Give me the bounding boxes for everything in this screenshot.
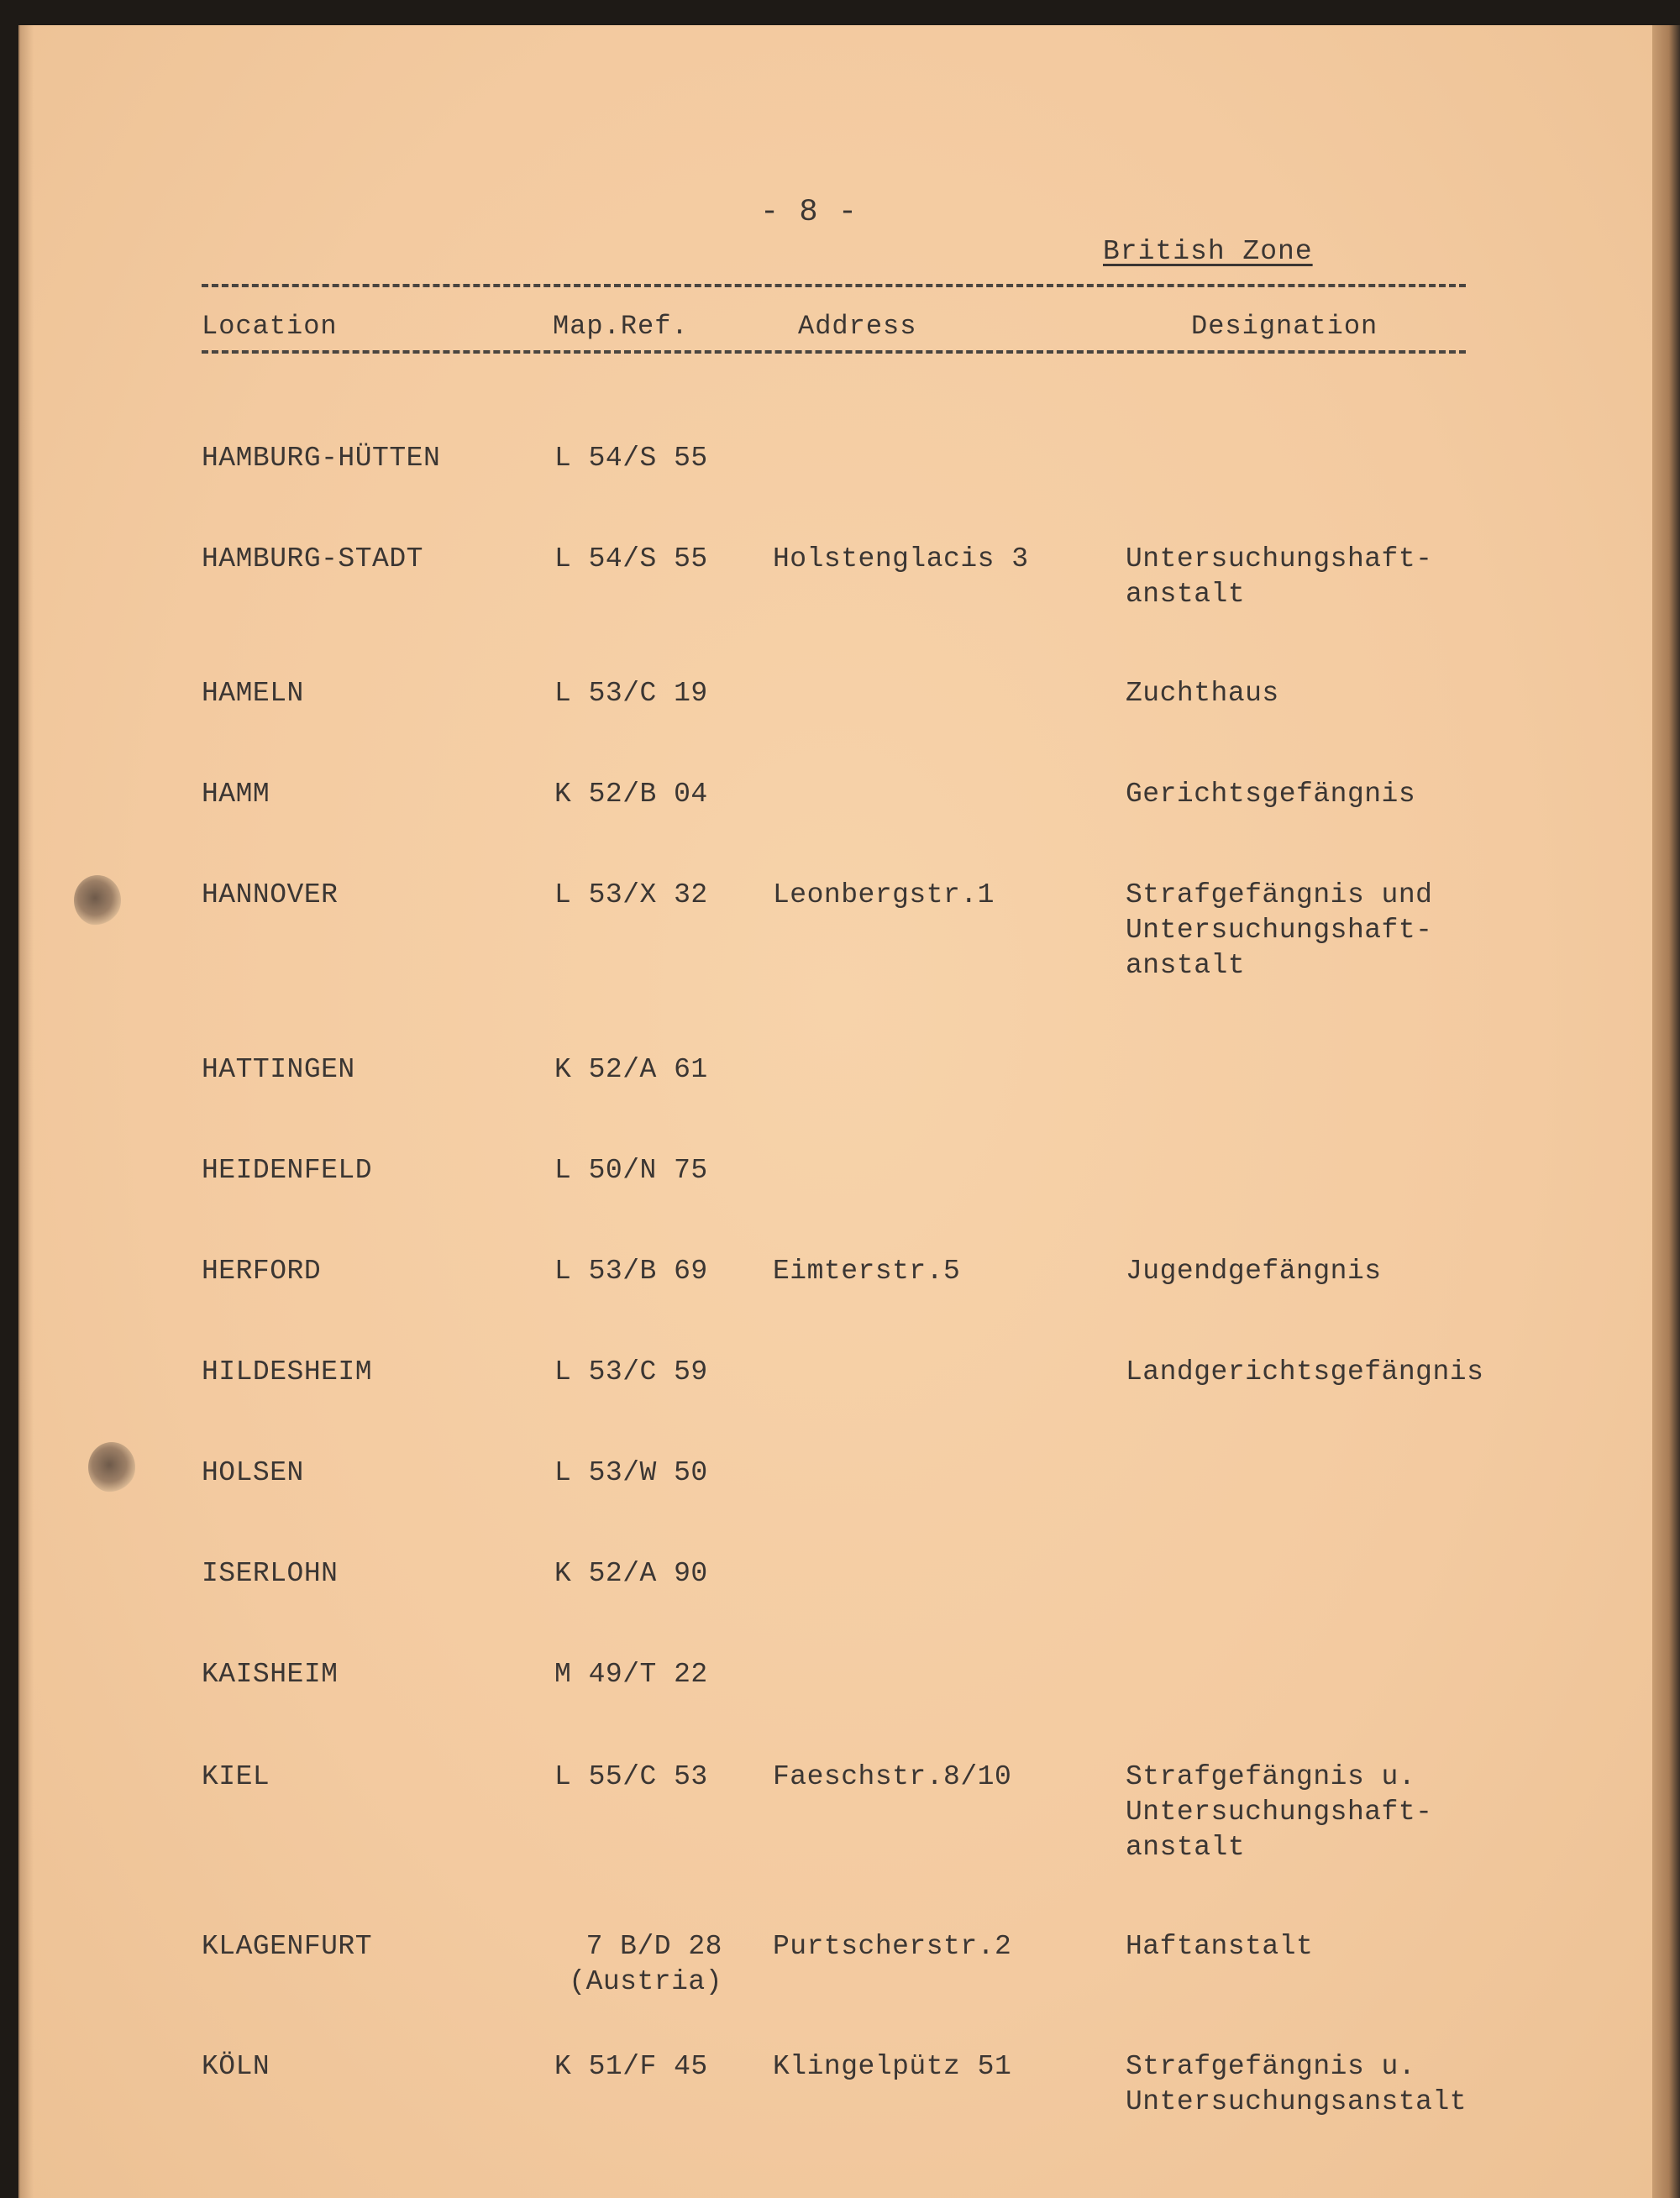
designation-cell (1126, 2049, 1467, 2120)
header-rule-bottom (202, 350, 1466, 354)
map-ref-line: 7 B/D 28 (585, 1931, 722, 1962)
location-cell: HAMELN (202, 678, 304, 709)
location-cell: HATTINGEN (202, 1054, 355, 1085)
designation-line: Landgerichtsgefängnis (1126, 1356, 1484, 1388)
column-header-designation: Designation (1191, 311, 1378, 342)
column-header-location: Location (202, 311, 338, 342)
designation-cell (1126, 676, 1279, 711)
location-cell: HAMBURG-STADT (202, 543, 423, 574)
designation-cell (1126, 1254, 1382, 1289)
designation-line: Strafgefängnis u. (1126, 1761, 1416, 1792)
designation-line: Strafgefängnis u. (1126, 2051, 1416, 2082)
location-cell: KÖLN (202, 2051, 270, 2082)
designation-cell (1126, 1929, 1313, 1965)
address-cell: Klingelpütz 51 (773, 2051, 1012, 2082)
designation-cell (1126, 878, 1432, 984)
designation-cell (1126, 777, 1415, 812)
location-cell: HANNOVER (202, 879, 339, 910)
map-ref-cell: L 53/B 69 (554, 1256, 708, 1287)
location-cell: HERFORD (202, 1256, 322, 1287)
location-cell: HILDESHEIM (202, 1356, 373, 1388)
map-ref-cell: L 53/X 32 (554, 879, 708, 910)
designation-line: Jugendgefängnis (1126, 1256, 1382, 1287)
map-ref-cell: L 54/S 55 (554, 543, 708, 574)
designation-cell (1126, 1355, 1483, 1390)
designation-line: Strafgefängnis und (1126, 879, 1433, 910)
location-cell: HEIDENFELD (202, 1155, 373, 1186)
designation-line: Haftanstalt (1126, 1931, 1314, 1962)
page-edge (1652, 25, 1680, 2198)
map-ref-cell: K 51/F 45 (554, 2051, 708, 2082)
designation-line: Untersuchungshaft- (1126, 915, 1433, 946)
designation-line: Untersuchungsanstalt (1126, 2086, 1467, 2117)
designation-line: anstalt (1126, 950, 1246, 981)
address-cell: Holstenglacis 3 (773, 543, 1029, 574)
punch-hole (88, 1442, 135, 1492)
designation-line: Untersuchungshaft- (1126, 1797, 1433, 1828)
column-header-address: Address (798, 311, 917, 342)
map-ref-cell: M 49/T 22 (554, 1659, 708, 1690)
map-ref-cell: L 55/C 53 (554, 1761, 708, 1792)
designation-line: Gerichtsgefängnis (1126, 779, 1416, 810)
map-ref-note: (Austria) (569, 1966, 722, 1997)
address-cell: Eimterstr.5 (773, 1256, 961, 1287)
map-ref-cell: L 53/W 50 (554, 1457, 708, 1488)
address-cell: Leonbergstr.1 (773, 879, 995, 910)
map-ref-cell: L 54/S 55 (554, 443, 708, 474)
location-cell: KLAGENFURT (202, 1931, 373, 1962)
map-ref-cell: L 53/C 19 (554, 678, 708, 709)
header-rule-top (202, 284, 1466, 287)
location-cell: KIEL (202, 1761, 270, 1792)
page-number: - 8 - (760, 195, 858, 230)
location-cell: HAMM (202, 779, 270, 810)
address-cell: Faeschstr.8/10 (773, 1761, 1012, 1792)
location-cell: HAMBURG-HÜTTEN (202, 443, 441, 474)
location-cell: ISERLOHN (202, 1558, 339, 1589)
map-ref-cell: K 52/A 61 (554, 1054, 708, 1085)
designation-line: Zuchthaus (1126, 678, 1279, 709)
column-header-map-ref: Map.Ref. (553, 311, 689, 342)
location-cell: KAISHEIM (202, 1659, 339, 1690)
map-ref-cell (554, 1929, 722, 2000)
designation-line: anstalt (1126, 1832, 1246, 1863)
binding-shadow (18, 25, 34, 2198)
designation-cell (1126, 542, 1432, 612)
address-cell: Purtscherstr.2 (773, 1931, 1012, 1962)
map-ref-cell: L 53/C 59 (554, 1356, 708, 1388)
location-cell: HOLSEN (202, 1457, 304, 1488)
map-ref-cell: K 52/A 90 (554, 1558, 708, 1589)
map-ref-cell: K 52/B 04 (554, 779, 708, 810)
punch-hole (74, 875, 121, 926)
designation-line: anstalt (1126, 579, 1246, 610)
zone-label: British Zone (1103, 236, 1313, 267)
designation-line: Untersuchungshaft- (1126, 543, 1433, 574)
designation-cell (1126, 1760, 1432, 1865)
map-ref-cell: L 50/N 75 (554, 1155, 708, 1186)
